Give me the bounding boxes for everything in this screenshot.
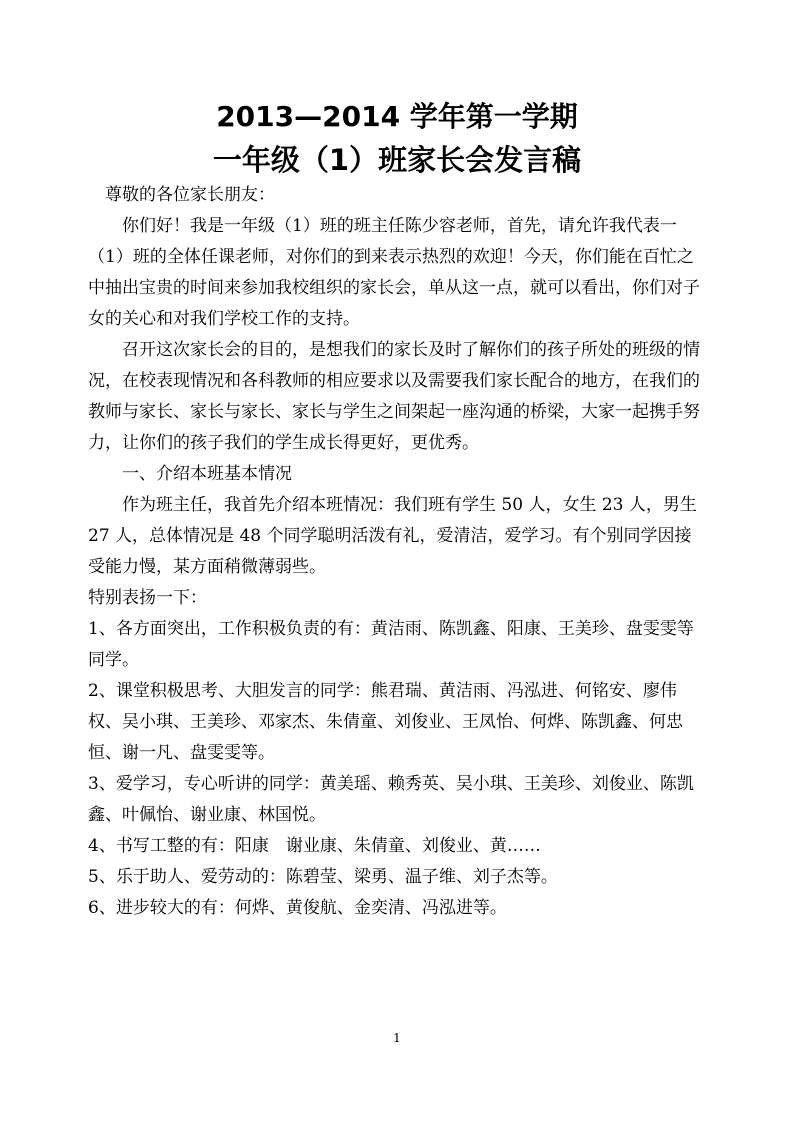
- title-line-2: 一年级（1）班家长会发言稿: [212, 143, 582, 177]
- paragraph: 作为班主任，我首先介绍本班情况：我们班有学生 50 人，女生 23 人，男生 27 人，总体情况是 48 个同学聪明活泼有礼，爱清洁，爱学习。有个别同学因接受能力慢，某方面稍微薄弱些。: [88, 495, 697, 577]
- list-item: 2、课堂积极思考、大胆发言的同学：熊君瑞、黄洁雨、冯泓进、何铭安、廖伟权、吴小琪、王美珍、邓家杰、朱倩童、刘俊业、王凤怡、何烨、陈凯鑫、何忠恒、谢一凡、盘雯雯等。: [88, 681, 683, 763]
- list-item: 6、进步较大的有：何烨、黄俊航、金奕清、冯泓进等。: [88, 898, 507, 918]
- title-line-1: 2013—2014 学年第一学期: [216, 100, 578, 133]
- list-item: 4、书写工整的有：阳康 谢业康、朱倩童、刘俊业、黄……: [88, 836, 541, 856]
- document-body: [88, 180, 706, 924]
- list-item: 3、爱学习，专心听讲的同学：黄美瑶、赖秀英、吴小琪、王美珍、刘俊业、陈凯鑫、叶佩怡、谢业康、林国悦。: [88, 774, 694, 825]
- list-item: 1、各方面突出，工作积极负责的有：黄洁雨、陈凯鑫、阳康、王美珍、盘雯雯等同学。: [88, 619, 694, 670]
- paragraph: 召开这次家长会的目的，是想我们的家长及时了解你们的孩子所处的班级的情况，在校表现情况和各科教师的相应要求以及需要我们家长配合的地方，在我们的教师与家长、家长与家长、家长与学生之间架起一座沟通的桥梁，大家一起携手努力，让你们的孩子我们的学生成长得更好，更优秀。: [88, 340, 700, 453]
- section-heading: 一、介绍本班基本情况: [122, 464, 292, 484]
- page-number: 1: [393, 1031, 401, 1045]
- praise-heading: 特别表扬一下：: [88, 588, 207, 608]
- salutation: 尊敬的各位家长朋友：: [105, 185, 275, 205]
- paragraph: 你们好！我是一年级（1）班的班主任陈少容老师，首先，请允许我代表一（1）班的全体任课老师，对你们的到来表示热烈的欢迎！今天，你们能在百忙之中抽出宝贵的时间来参加我校组织的家长会，单从这一点，就可以看出，你们对子女的关心和对我们学校工作的支持。: [88, 216, 700, 329]
- list-item: 5、乐于助人、爱劳动的：陈碧莹、梁勇、温子维、刘子杰等。: [88, 867, 558, 887]
